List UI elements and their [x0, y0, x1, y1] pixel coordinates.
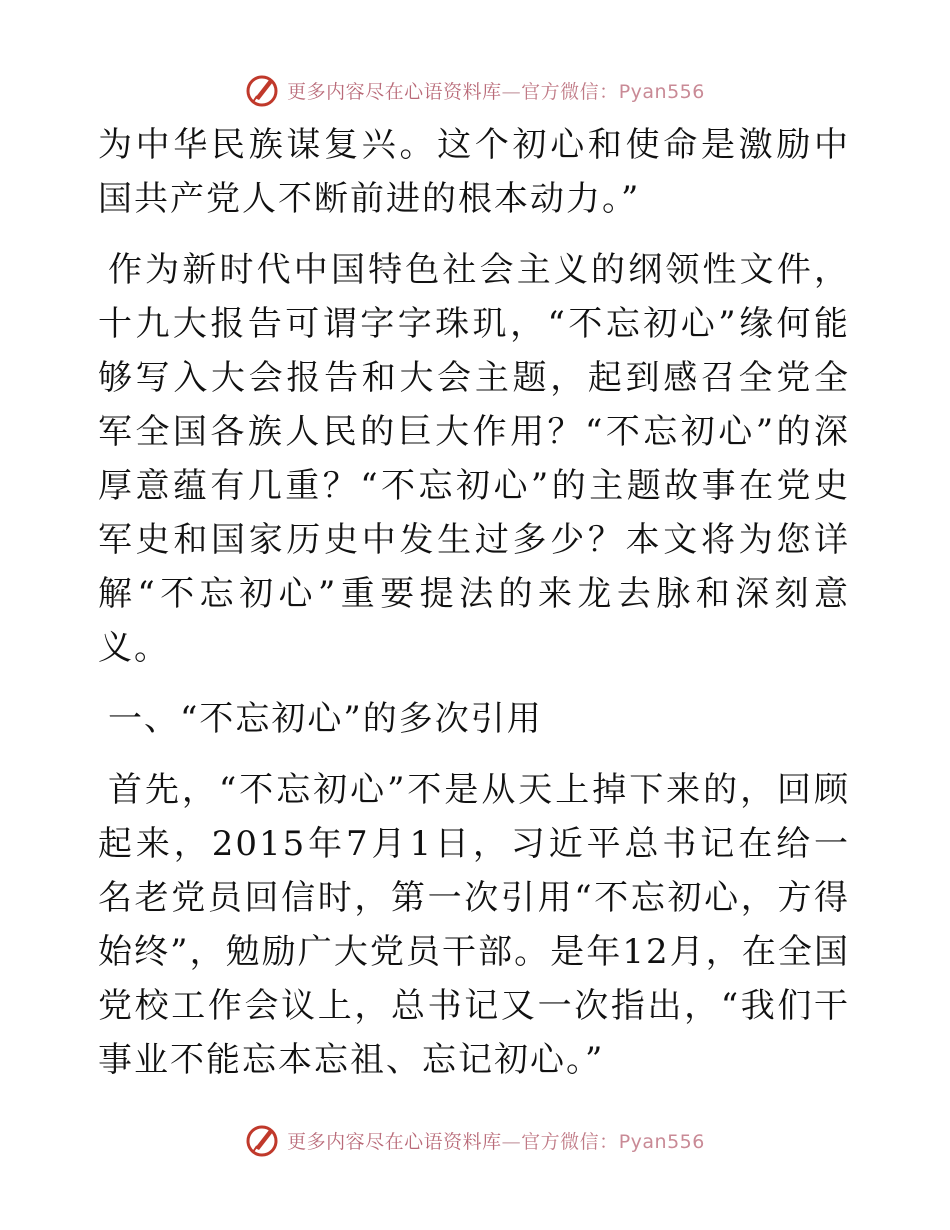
- quill-pen-logo-icon: [245, 1122, 281, 1158]
- watermark-handle: Pyan556: [618, 80, 705, 103]
- watermark-brand: 更多内容尽在心语资料库: [287, 80, 502, 103]
- paragraph-first-citation: 首先，“不忘初心”不是从天上掉下来的，回顾起来，2015年7月1日，习近平总书记在给一名老党员回信时，第一次引用“不忘初心，方得始终”，勉励广大党员干部。是年12月，在全国党校工作会议上，总书记又一次指出，“我们干事业不能忘本忘祖、忘记初心。”: [98, 770, 850, 1080]
- watermark-handle: Pyan556: [618, 1130, 705, 1153]
- watermark-dash: —: [501, 80, 522, 103]
- quill-pen-logo-icon: [245, 72, 281, 108]
- document-body: [98, 118, 850, 1104]
- watermark-dash: —: [501, 1130, 522, 1153]
- paragraph-intro: 作为新时代中国特色社会主义的纲领性文件，十九大报告可谓字字珠玑，“不忘初心”缘何能够写入大会报告和大会主题，起到感召全党全军全国各族人民的巨大作用？“不忘初心”的深厚意蕴有几重？“不忘初心”的主题故事在党史军史和国家历史中发生过多少？本文将为您详解“不忘初心”重要提法的来龙去脉和深刻意义。: [98, 250, 850, 668]
- watermark-brand: 更多内容尽在心语资料库: [287, 1130, 502, 1153]
- footer-watermark-text: [287, 1127, 705, 1154]
- header-watermark-banner: [0, 68, 950, 112]
- paragraph-continuation: 为中华民族谋复兴。这个初心和使命是激励中国共产党人不断前进的根本动力。”: [98, 125, 850, 219]
- header-watermark-text: [287, 77, 705, 104]
- watermark-official: 官方微信：: [521, 1130, 619, 1153]
- watermark-official: 官方微信：: [521, 80, 619, 103]
- section-heading: 一、“不忘初心”的多次引用: [108, 699, 543, 739]
- footer-watermark-banner: [0, 1118, 950, 1162]
